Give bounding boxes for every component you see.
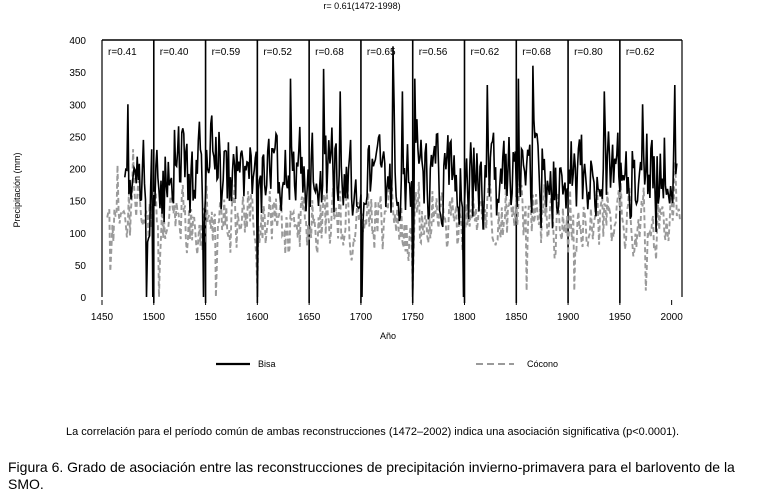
x-tick-label: 1650	[298, 312, 321, 323]
period-correlation-label: r=0.65	[366, 47, 396, 58]
period-correlation-label: r=0.41	[108, 47, 137, 58]
x-tick-label: 1700	[349, 312, 373, 323]
y-axis-label: Precipitación (mm)	[12, 152, 22, 228]
legend-bisa-label: Bisa	[258, 359, 276, 369]
period-correlation-label: r=0.62	[470, 47, 500, 58]
y-tick-label: 200	[69, 164, 86, 176]
x-tick-label: 1900	[556, 312, 580, 323]
x-tick-label: 1500	[142, 312, 165, 323]
period-correlation-label: r=0.40	[159, 47, 189, 58]
period-correlation-label: r=0.56	[418, 47, 448, 58]
x-tick-label: 1950	[608, 312, 631, 323]
x-tick-label: 1450	[90, 312, 114, 323]
x-tick-label: 1850	[505, 312, 528, 323]
period-correlation-label: r=0.52	[263, 47, 292, 58]
legend	[216, 359, 558, 369]
period-correlation-label: r=0.68	[522, 47, 551, 58]
chart-title: r= 0.61(1472-1998)	[323, 1, 401, 11]
y-tick-label: 250	[69, 132, 86, 144]
period-correlation-label: r=0.80	[574, 47, 603, 58]
x-axis-label: Año	[379, 331, 397, 341]
footnote: La correlación para el período común de ambas reconstrucciones (1472–2002) indica una asociación significativa (p<0.0001).	[66, 426, 680, 438]
period-correlation-label: r=0.62	[625, 47, 655, 58]
period-correlation-label: r=0.59	[211, 47, 241, 58]
y-tick-label: 100	[69, 228, 86, 240]
y-tick-label: 150	[69, 196, 86, 208]
x-tick-label: 1550	[194, 312, 217, 323]
x-tick-label: 1750	[401, 312, 424, 323]
legend-cocono-label: Cócono	[527, 359, 559, 369]
figure-caption: Figura 6. Grado de asociación entre las reconstrucciones de precipitación invierno-primavera para el barlovento de la SMO.	[8, 459, 735, 492]
x-tick-label: 1600	[246, 312, 269, 323]
plot-area	[69, 36, 683, 323]
series-line-bisa	[125, 46, 677, 297]
y-tick-label: 300	[69, 100, 86, 112]
y-tick-label: 0	[80, 293, 86, 304]
y-tick-label: 350	[69, 68, 86, 80]
x-tick-label: 2000	[660, 312, 683, 323]
period-correlation-label: r=0.68	[315, 47, 344, 58]
x-tick-label: 1800	[453, 312, 476, 323]
y-tick-label: 50	[74, 260, 86, 272]
y-tick-label: 400	[69, 36, 86, 47]
